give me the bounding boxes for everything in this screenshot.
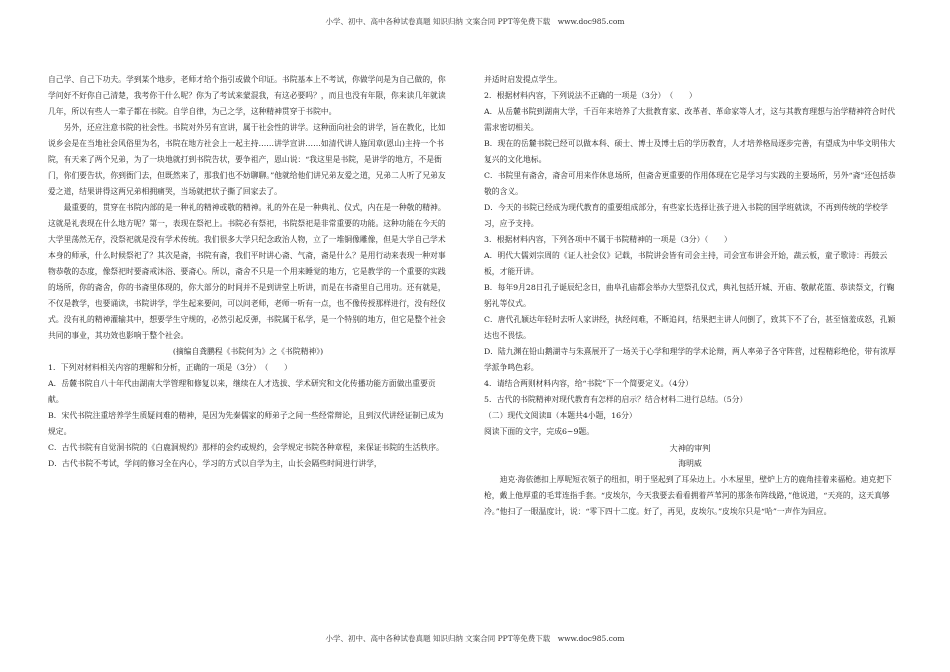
page-footer: 小学、初中、高中各种试卷真题 知识归纳 文案合同 PPT等免费下载 www.doc985.com (325, 634, 625, 643)
right-paragraph: D．陆九渊在铅山鹅湖寺与朱熹展开了一场关于心学和理学的学术论辩，两人率弟子各守阵营，过程精彩绝伦，带有浓厚学派争鸣色彩。 (484, 347, 896, 372)
right-paragraph: 2．根据材料内容，下列说法不正确的一项是（3分） （ ） (484, 91, 697, 100)
right-paragraph: C．书院里有斋舍，斋舍可用来作休息场所，但斋舍更重要的作用体现在它是学习与实践的主要场所，另外“斋”还包括恭敬的含义。 (484, 171, 896, 196)
right-paragraph: 大神的审判 (669, 443, 711, 453)
right-paragraph: （二）现代文阅读Ⅱ（本题共4小题，16分） (484, 411, 637, 420)
left-paragraph: B．宋代书院注重培养学生质疑问难的精神，是因为先秦儒家的师弟子之间一些经常辩论，且到汉代讲经证制已成为规定。 (48, 411, 444, 436)
right-paragraph: 5．古代的书院精神对现代教育有怎样的启示？结合材料二进行总结。（5分） (484, 395, 748, 404)
left-column (48, 72, 448, 472)
right-paragraph: 迪克·海依德扣上厚呢短衣领子的纽扣，明于坚起到了耳朵边上。小木屋里，壁炉上方的鹿角挂着来福枪。迪克把下枪，戴上他厚重的毛茸连指手套。“皮埃尔，今天我要去看看拥着芦苇河的那条布阵线路，”他说道，“天亮的，这天真够冷。”他扫了一眼温度计，说：“零下四十二度。好了，再见，皮埃尔。”皮埃尔只是“哈”一声作为回应。 (484, 475, 892, 516)
left-paragraph: C．古代书院有自觉洞书院的《白鹿洞规约》那样的会约或规约，会学规定书院各种章程，来保证书院的生活秩序。 (48, 443, 444, 452)
right-paragraph: 阅读下面的文字，完成6~9题。 (484, 427, 595, 436)
left-paragraph: 1．下列对材料相关内容的理解和分析，正确的一项是（3分） （ ） (48, 363, 292, 372)
left-paragraph: 自己学、自己下功夫。学到某个地步，老师才给个指引或做个印证。书院基本上不考试，你做学问是为自己做的，你学问好不好你自己清楚，我考你干什么呢？你为了考试来蒙混我，有这必要吗？，而且也没有年限，你来读几年就读几年，所以有些人一辈子都在书院。自学自律，为己之学，这种精神贯穿于书院中。 (48, 75, 446, 116)
right-column (484, 72, 896, 520)
right-paragraph: 海明威 (678, 459, 702, 468)
right-paragraph: B．每年9月28日孔子诞辰纪念日，曲阜孔庙都会举办大型祭孔仪式，典礼包括开城、开庙、敬献花篮、恭读祭文，行鞠躬礼等仪式。 (484, 283, 895, 308)
right-paragraph: 3．根据材料内容，下列各项中不属于书院精神的一项是（3分）（ ） (484, 235, 732, 244)
left-paragraph: 最重要的，贯穿在书院内部的是一种礼的精神或敬的精神。礼的外在是一种典礼、仪式，内在是一种敬的精神。这就是礼表现在什么地方呢？第一，表现在祭祀上。书院必有祭祀，书院祭祀是非常重要的功能。这种功能在今天的大学里荡然无存，没祭祀就是没有学术传统。我们很多大学只纪念政治人物，立了一堆铜像雕像，但是大学自己学术本身的师承，什么时候祭祀了？其次是斋，书院有斋，我们平时讲心斋、气斋，斋是什么？是用行动来表现一种对事物恭敬的态度，像祭祀时要斋戒沐浴、要斋心。所以，斋舍不只是一个用来睡觉的地方，它是教学的一个重要的实践的场所，你的斋舍，你的书斋里体现的，你大部分的时间并不是到讲堂上听讲，而是在书斋里自己用功。还有就是，不仅是教学，也要诵读，书院讲学，学生起来要问，可以问老师，老师一听有一点，也不像传授那样进行，没有经仪式。没有礼的精神灌输其中，想要学生守规的，必然引起反弹，书院属于私学，是一个特别的地方，但它是整个社会共同的事业，其功效也影响于整个社会。 (48, 203, 446, 340)
left-paragraph: 另外，还应注意书院的社会性。书院对外另有宣讲，属于社会性的讲学。这种面向社会的讲学，旨在教化，比如说乡会是在当地社会风俗里为名，书院在地方社会上一起主持……讲学宣讲……如清代讲人施闰章(恩山)主持一个书院，有天来了两个兄弟，为了一块地就打到书院告状，要争祖产，恩山说：“我这里是书院，是讲学的地方，不是衙门，你们要告状，你到衙门去，但既然来了，那我们也不妨聊聊。”他就给他们讲兄弟友爱之道，兄弟二人听了兄弟友爱之道，结果讲得这两兄弟相拥痛哭，当场就把状子撕了回家去了。 (48, 123, 446, 196)
left-paragraph: (摘编自龚鹏程《书院何为》之《书院精神》) (172, 347, 324, 356)
right-paragraph: C．唐代孔颖达年轻时去听人家讲经，执经问难，不断追问，结果把主讲人问倒了，致其下不了台，甚至恼羞成怒，孔颖达也不畏怯。 (484, 315, 896, 340)
left-paragraph: D．古代书院不考试，学问的修习全在内心，学习的方式以自学为主，山长会隔些时间进行讲学， (48, 459, 382, 468)
right-paragraph: B．现在的岳麓书院已经可以做本科、硕士、博士及博士后的学历教育，人才培养格局逐步完善，有望成为中华文明伟大复兴的文化地标。 (484, 139, 896, 164)
right-paragraph: 4．请结合两则材料内容，给“书院”下一个简要定义。（4分） (484, 379, 693, 388)
right-paragraph: 并适时启发提点学生。 (484, 75, 562, 84)
left-paragraph: A．岳麓书院自八十年代由湖南大学管理和修复以来，继续在人才选拔、学术研究和文化传播功能方面做出重要贡献。 (48, 379, 436, 404)
right-paragraph: A．明代大儒刘宗周的《证人社会仪》记载，书院讲会皆有司会主持，司会宣布讲会开始，蔬云板，童子歌诗：再鼓云板，才能开讲。 (484, 251, 888, 276)
right-paragraph: D．今天的书院已经成为现代教育的重要组成部分，有些家长选择让孩子进入书院的国学班就读，不再到传统的学校学习，应予支持。 (484, 203, 888, 228)
page-header: 小学、初中、高中各种试卷真题 知识归纳 文案合同 PPT等免费下载 www.doc985.com (325, 17, 625, 26)
right-paragraph: A．从岳麓书院到湖南大学，千百年来培养了大批教育家、改革者、革命家等人才，这与其教育理想与治学精神符合时代需求密切相关。 (484, 107, 896, 132)
